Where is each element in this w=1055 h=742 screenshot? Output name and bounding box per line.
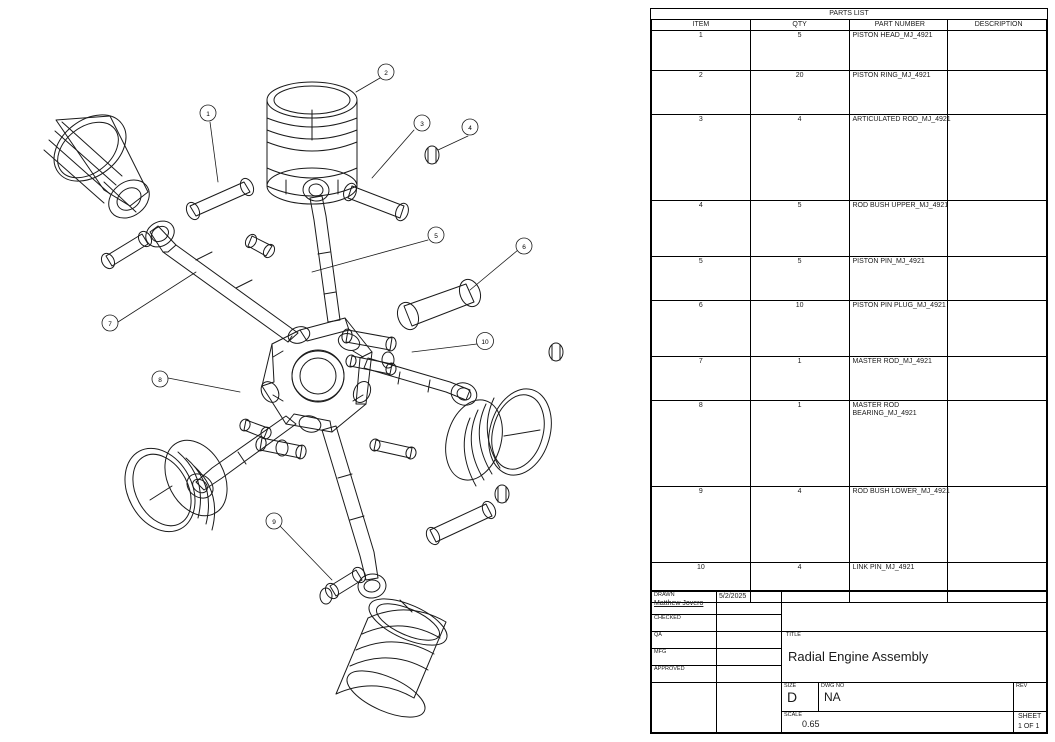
cell-description — [948, 357, 1047, 401]
balloon-10 — [477, 333, 494, 350]
table-row[interactable] — [652, 201, 1047, 257]
articulated-rod-lower-left — [182, 416, 296, 503]
dwg-no-value: NA — [824, 690, 841, 704]
qa-label: QA — [654, 632, 662, 638]
table-row[interactable] — [652, 401, 1047, 487]
mfg-cell — [652, 649, 717, 666]
cell-part-number: ROD BUSH LOWER_MJ_4921 — [849, 487, 948, 563]
cell-qty: 1 — [750, 357, 849, 401]
piston-pin-plug-set — [276, 146, 563, 604]
cell-part-number: PISTON PIN PLUG_MJ_4921 — [849, 301, 948, 357]
approved-name-cell — [717, 666, 782, 683]
cell-part-number: PISTON PIN_MJ_4921 — [849, 257, 948, 301]
drawn-date: 5/2/2025 — [719, 593, 747, 600]
cell-item: 6 — [652, 301, 751, 357]
balloon-label: 7 — [108, 321, 112, 328]
size-value: D — [787, 689, 798, 705]
parts-list-header-row — [652, 20, 1047, 31]
crank-hub — [258, 318, 374, 434]
cell-description — [948, 31, 1047, 71]
balloon-label: 10 — [481, 339, 489, 346]
balloon-label: 2 — [384, 70, 388, 77]
column-header-item: ITEM — [652, 20, 751, 31]
title-cell — [782, 632, 1047, 683]
drawn-name: Matthew Jovero — [654, 600, 704, 607]
articulated-rod-bottom — [322, 426, 388, 600]
balloon-1 — [200, 105, 216, 121]
articulated-rod-top — [302, 178, 340, 322]
cell-description — [948, 401, 1047, 487]
articulated-rod-right — [364, 358, 480, 409]
balloon-label: 6 — [522, 244, 526, 251]
title-label: TITLE — [786, 632, 801, 638]
scale-cell — [782, 712, 1014, 733]
cell-part-number: PISTON HEAD_MJ_4921 — [849, 31, 948, 71]
cell-qty: 5 — [750, 257, 849, 301]
balloon-label: 1 — [206, 111, 210, 118]
checked-name-cell — [717, 615, 782, 632]
balloon-9 — [266, 513, 282, 529]
column-header-qty: QTY — [750, 20, 849, 31]
blank-cell-right — [717, 683, 782, 733]
drawing-title: Radial Engine Assembly — [788, 649, 929, 664]
cell-item: 4 — [652, 201, 751, 257]
cell-item: 3 — [652, 115, 751, 201]
piston-bottom — [336, 589, 453, 726]
cell-description — [948, 201, 1047, 257]
approved-cell — [652, 666, 717, 683]
balloon-7 — [102, 315, 118, 331]
parts-list-title: PARTS LIST — [652, 9, 1047, 20]
cell-qty: 20 — [750, 71, 849, 115]
cell-item: 5 — [652, 257, 751, 301]
cell-item: 8 — [652, 401, 751, 487]
rev-cell — [1014, 683, 1047, 712]
balloon-group — [102, 64, 532, 529]
cell-qty: 4 — [750, 115, 849, 201]
mfg-name-cell — [717, 649, 782, 666]
balloon-5 — [428, 227, 444, 243]
cell-description — [948, 257, 1047, 301]
balloon-4 — [462, 119, 478, 135]
cell-part-number: PISTON RING_MJ_4921 — [849, 71, 948, 115]
cell-item: 7 — [652, 357, 751, 401]
cell-item: 2 — [652, 71, 751, 115]
balloon-2 — [378, 64, 394, 80]
cell-part-number: MASTER ROD_MJ_4921 — [849, 357, 948, 401]
table-row[interactable] — [652, 257, 1047, 301]
cell-part-number: ARTICULATED ROD_MJ_4921 — [849, 115, 948, 201]
cell-description — [948, 487, 1047, 563]
blank-cell-left — [652, 683, 717, 733]
dwg-no-cell — [819, 683, 1014, 712]
piston-top — [267, 82, 357, 204]
drawn-date-cell — [717, 592, 782, 615]
qa-name-cell — [717, 632, 782, 649]
piston-lower-left — [111, 430, 239, 544]
cell-qty: 10 — [750, 301, 849, 357]
cell-qty: 5 — [750, 31, 849, 71]
dwg-no-label: DWG NO — [821, 683, 845, 689]
column-header-description: DESCRIPTION — [948, 20, 1047, 31]
cell-qty: 4 — [750, 487, 849, 563]
cell-description — [948, 115, 1047, 201]
cell-item: 10 — [652, 563, 751, 603]
title-block-lower — [651, 590, 1047, 733]
scale-value: 0.65 — [802, 719, 820, 729]
table-row[interactable] — [652, 71, 1047, 115]
table-row[interactable] — [652, 357, 1047, 401]
approved-label: APPROVED — [654, 666, 685, 672]
spacer-cell-top — [782, 592, 1047, 632]
cell-qty: 4 — [750, 563, 849, 603]
checked-label: CHECKED — [654, 615, 681, 621]
balloon-6 — [516, 238, 532, 254]
parts-list-title-row — [652, 9, 1047, 20]
title-block-row-drawn — [652, 592, 1047, 615]
cell-item: 1 — [652, 31, 751, 71]
piston-right — [437, 381, 561, 486]
sheet-value: SHEET 1 OF 1 — [1018, 713, 1042, 730]
piston-upper-left — [41, 101, 157, 226]
table-row[interactable] — [652, 31, 1047, 71]
table-row[interactable] — [652, 301, 1047, 357]
cell-description — [948, 71, 1047, 115]
balloon-8 — [152, 371, 168, 387]
sheet-cell — [1014, 712, 1047, 733]
column-header-part-number: PART NUMBER — [849, 20, 948, 31]
size-dwg-rev-cell — [782, 683, 1047, 733]
leader-lines — [118, 78, 518, 580]
qa-cell — [652, 632, 717, 649]
title-block-row-qa — [652, 632, 1047, 649]
cell-part-number: MASTER ROD BEARING_MJ_4921 — [849, 401, 948, 487]
cell-qty: 1 — [750, 401, 849, 487]
balloon-label: 4 — [468, 125, 472, 132]
title-block-row-size — [652, 683, 1047, 733]
mfg-label: MFG — [654, 649, 667, 655]
balloon-label: 5 — [434, 233, 438, 240]
title-block-table — [651, 591, 1047, 733]
master-rod — [141, 216, 298, 342]
drawn-cell — [652, 592, 717, 615]
size-cell — [782, 683, 819, 712]
balloon-label: 3 — [420, 121, 424, 128]
size-label: SIZE — [784, 683, 797, 689]
scale-label: SCALE — [784, 712, 803, 718]
rev-label: REV — [1016, 683, 1028, 689]
cell-qty: 5 — [750, 201, 849, 257]
cell-description — [948, 301, 1047, 357]
balloon-label: 9 — [272, 519, 276, 526]
cell-part-number: ROD BUSH UPPER_MJ_4921 — [849, 201, 948, 257]
title-block-panel — [650, 8, 1048, 734]
drawn-label: DRAWN — [654, 592, 675, 598]
balloon-3 — [414, 115, 430, 131]
checked-cell — [652, 615, 717, 632]
parts-list-table — [651, 9, 1047, 603]
cell-part-number: LINK PIN_MJ_4921 — [849, 563, 948, 603]
table-row[interactable] — [652, 115, 1047, 201]
table-row[interactable] — [652, 487, 1047, 563]
balloon-label: 8 — [158, 377, 162, 384]
cell-item: 9 — [652, 487, 751, 563]
